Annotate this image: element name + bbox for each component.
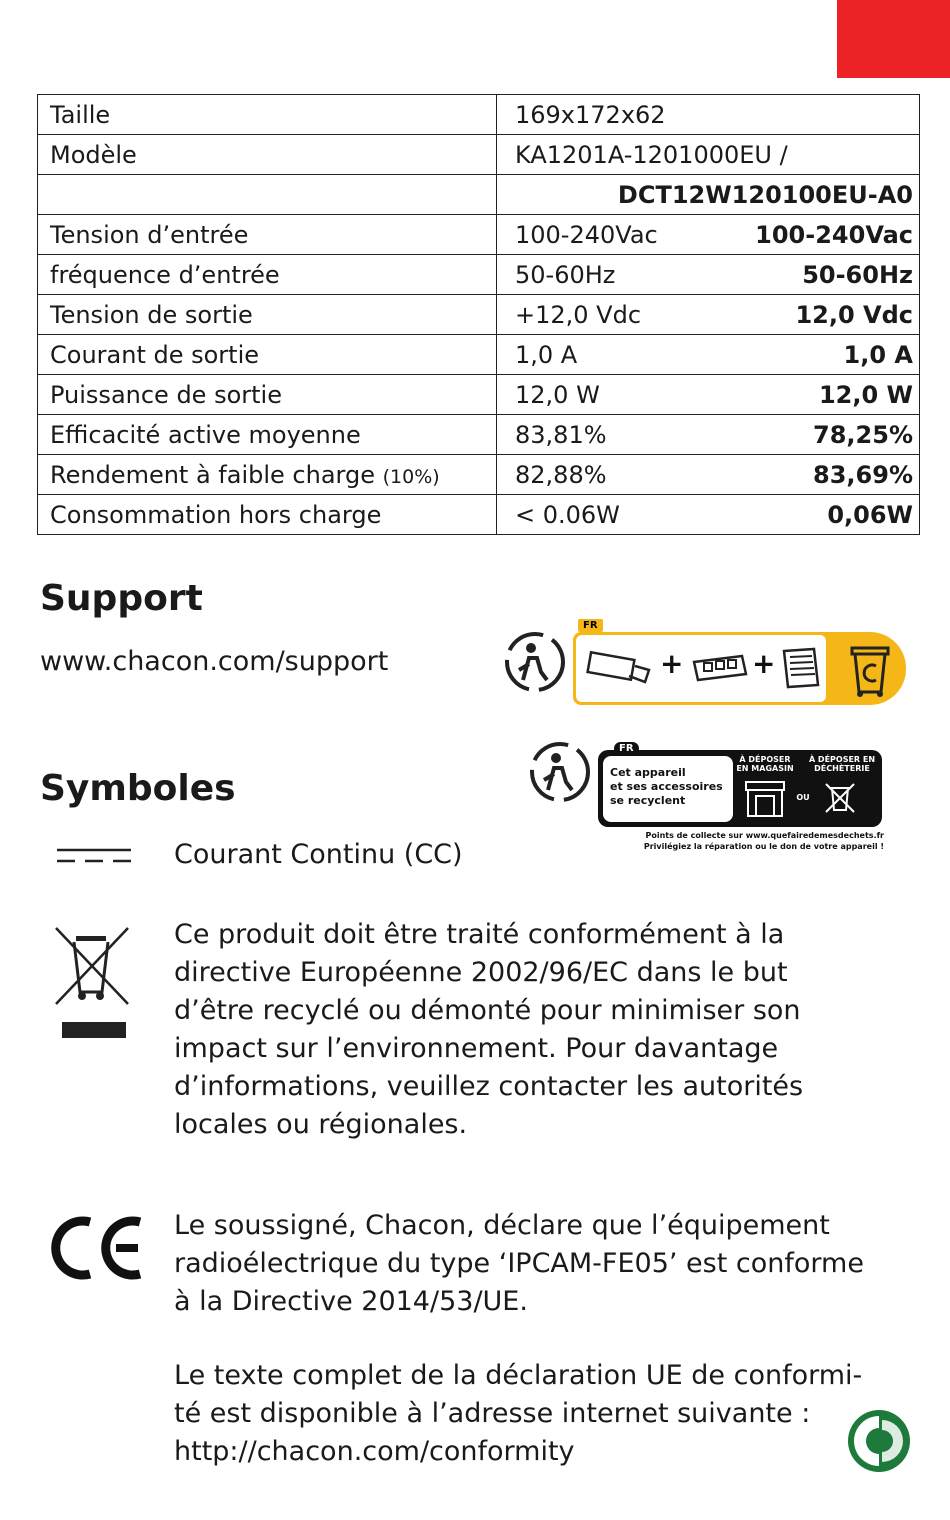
triman-icon bbox=[528, 740, 592, 804]
fr-tag: FR bbox=[614, 742, 639, 755]
support-url[interactable]: www.chacon.com/support bbox=[40, 646, 389, 677]
conformity-description-line: Le texte complet de la déclaration UE de conformi- bbox=[174, 1360, 863, 1391]
row-value: 12,0 W 12,0 W bbox=[497, 375, 920, 415]
fr-tag: FR bbox=[578, 619, 603, 632]
weee-description-line: locales ou régionales. bbox=[174, 1109, 468, 1140]
row-label: Taille bbox=[38, 95, 497, 135]
weee-description-line: d’être recyclé ou démonté pour minimiser son bbox=[174, 995, 801, 1026]
table-row bbox=[38, 175, 920, 215]
row-value: 169x172x62 bbox=[497, 95, 920, 135]
table-row bbox=[38, 135, 920, 175]
green-dot-icon bbox=[846, 1408, 912, 1474]
table-row bbox=[38, 335, 920, 375]
spec-table bbox=[37, 94, 920, 535]
row-label: Modèle bbox=[38, 135, 497, 175]
plus-sign: + bbox=[660, 647, 684, 680]
ce-mark-icon bbox=[48, 1214, 146, 1282]
or-label: OU bbox=[796, 793, 810, 802]
conformity-description-line: té est disponible à l’adresse internet suivante : bbox=[174, 1398, 811, 1429]
brand-corner-block bbox=[837, 0, 950, 78]
ce-description-line: Le soussigné, Chacon, déclare que l’équipement bbox=[174, 1210, 830, 1241]
dump-drop-label: À DÉPOSER EN DÉCHÈTERIE bbox=[808, 755, 876, 773]
shop-icon bbox=[742, 778, 788, 820]
table-row bbox=[38, 95, 920, 135]
row-value: 50-60Hz 50-60Hz bbox=[497, 255, 920, 295]
row-value: +12,0 Vdc 12,0 Vdc bbox=[497, 295, 920, 335]
dc-description: Courant Continu (CC) bbox=[174, 839, 463, 870]
row-label: Efficacité active moyenne bbox=[38, 415, 497, 455]
symbols-heading: Symboles bbox=[40, 768, 236, 809]
recycle-footer-line: Points de collecte sur www.quefairedemesdechets.fr bbox=[645, 831, 884, 840]
ce-description-line: radioélectrique du type ‘IPCAM-FE05’ est conforme bbox=[174, 1248, 864, 1279]
triman-icon bbox=[503, 630, 567, 694]
direct-current-icon bbox=[57, 846, 131, 866]
row-label: fréquence d’entrée bbox=[38, 255, 497, 295]
row-value: 100-240Vac 100-240Vac bbox=[497, 215, 920, 255]
row-label: Puissance de sortie bbox=[38, 375, 497, 415]
recycling-bin-icon bbox=[846, 640, 894, 698]
box-packaging-icon bbox=[585, 648, 653, 688]
conformity-url[interactable]: http://chacon.com/conformity bbox=[174, 1436, 575, 1467]
row-label: Courant de sortie bbox=[38, 335, 497, 375]
row-label: Rendement à faible charge (10%) bbox=[38, 455, 497, 495]
row-label: Tension de sortie bbox=[38, 295, 497, 335]
recycle-text-line: se recyclent bbox=[610, 794, 686, 807]
weee-description-line: d’informations, veuillez contacter les autorités bbox=[174, 1071, 804, 1102]
row-value: 1,0 A 1,0 A bbox=[497, 335, 920, 375]
weee-description-line: impact sur l’environnement. Pour davantage bbox=[174, 1033, 779, 1064]
row-value: < 0.06W 0,06W bbox=[497, 495, 920, 535]
row-value: 82,88% 83,69% bbox=[497, 455, 920, 495]
row-label-note: (10%) bbox=[382, 465, 440, 488]
table-row bbox=[38, 375, 920, 415]
waste-center-icon bbox=[818, 776, 862, 820]
table-row bbox=[38, 455, 920, 495]
recycle-text-line: et ses accessoires bbox=[610, 780, 723, 793]
table-row bbox=[38, 295, 920, 335]
ce-description-line: à la Directive 2014/53/UE. bbox=[174, 1286, 528, 1317]
row-value: 83,81% 78,25% bbox=[497, 415, 920, 455]
tray-packaging-icon bbox=[688, 648, 750, 688]
table-row bbox=[38, 415, 920, 455]
table-row bbox=[38, 255, 920, 295]
row-value: DCT12W120100EU-A0 bbox=[497, 175, 920, 215]
paper-documents-icon bbox=[778, 645, 824, 691]
table-row bbox=[38, 495, 920, 535]
recycle-footer-line: Privilégiez la réparation ou le don de votre appareil ! bbox=[643, 842, 884, 851]
row-label: Consommation hors charge bbox=[38, 495, 497, 535]
plus-sign: + bbox=[752, 647, 776, 680]
weee-description-line: Ce produit doit être traité conformément à la bbox=[174, 919, 785, 950]
store-drop-label: À DÉPOSER EN MAGASIN bbox=[736, 755, 794, 773]
row-label: Tension d’entrée bbox=[38, 215, 497, 255]
support-heading: Support bbox=[40, 578, 203, 619]
table-row bbox=[38, 215, 920, 255]
row-value: KA1201A-1201000EU / bbox=[497, 135, 920, 175]
weee-crossed-bin-icon bbox=[52, 924, 132, 1042]
row-label bbox=[38, 175, 497, 215]
recycle-text-line: Cet appareil bbox=[610, 766, 686, 779]
weee-description-line: directive Européenne 2002/96/EC dans le but bbox=[174, 957, 788, 988]
